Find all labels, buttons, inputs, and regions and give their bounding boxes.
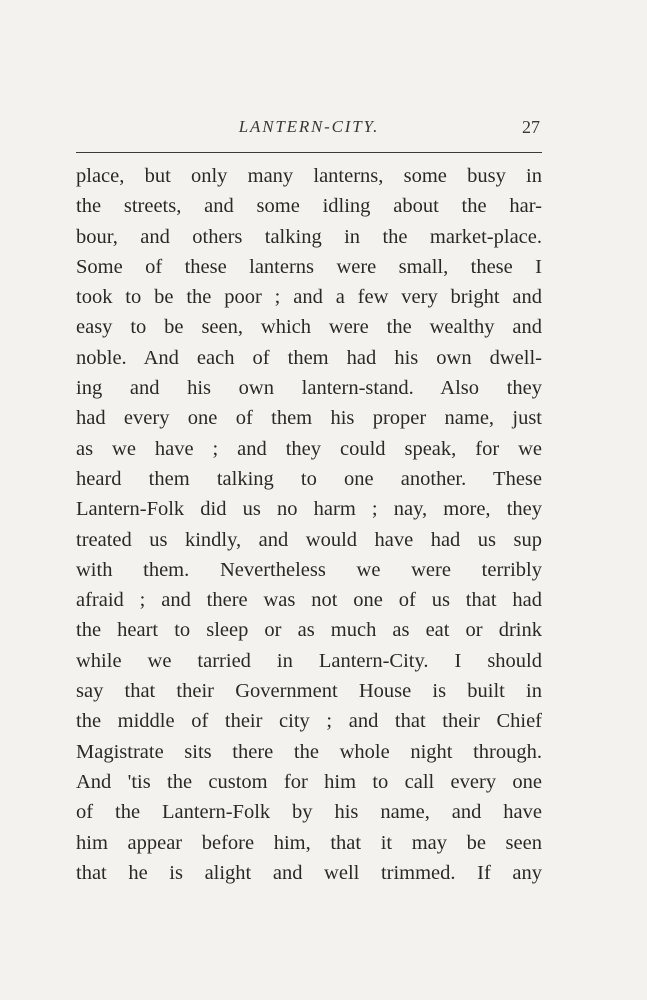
text-line: of the Lantern-Folk by his name, and have	[76, 801, 542, 824]
text-line: while we tarried in Lantern-City. I should	[76, 649, 542, 672]
text-line: Lantern-Folk did us no harm ; nay, more, they	[76, 498, 542, 521]
text-line: as we have ; and they could speak, for we	[76, 437, 542, 460]
text-line: heard them talking to one another. These	[76, 467, 542, 490]
body-text	[76, 161, 542, 888]
running-title: LANTERN-CITY.	[238, 117, 380, 136]
text-line: the streets, and some idling about the har-	[76, 195, 542, 218]
text-line: Magistrate sits there the whole night through.	[76, 740, 542, 763]
page-header	[76, 117, 542, 141]
text-line: bour, and others talking in the market-place.	[76, 225, 542, 248]
text-line: And 'tis the custom for him to call every one	[76, 770, 542, 793]
text-line: the middle of their city ; and that their Chief	[76, 710, 542, 733]
text-line: the heart to sleep or as much as eat or drink	[76, 619, 542, 642]
header-rule	[76, 152, 542, 153]
text-line: easy to be seen, which were the wealthy and	[76, 316, 542, 339]
text-line: say that their Government House is built in	[76, 680, 542, 703]
text-line: noble. And each of them had his own dwell-	[76, 346, 542, 369]
text-line: Some of these lanterns were small, these I	[76, 255, 542, 278]
text-line: with them. Nevertheless we were terribly	[76, 558, 542, 581]
text-line: ing and his own lantern-stand. Also they	[76, 377, 542, 400]
text-line: place, but only many lanterns, some busy in	[76, 165, 542, 187]
text-line: him appear before him, that it may be seen	[76, 831, 542, 854]
text-line: afraid ; and there was not one of us that had	[76, 589, 542, 612]
text-line: had every one of them his proper name, just	[76, 407, 542, 430]
text-line: that he is alight and well trimmed. If any	[76, 861, 542, 884]
page-number: 27	[522, 117, 540, 137]
text-line: treated us kindly, and would have had us sup	[76, 528, 542, 551]
text-line: took to be the poor ; and a few very bright and	[76, 286, 542, 309]
